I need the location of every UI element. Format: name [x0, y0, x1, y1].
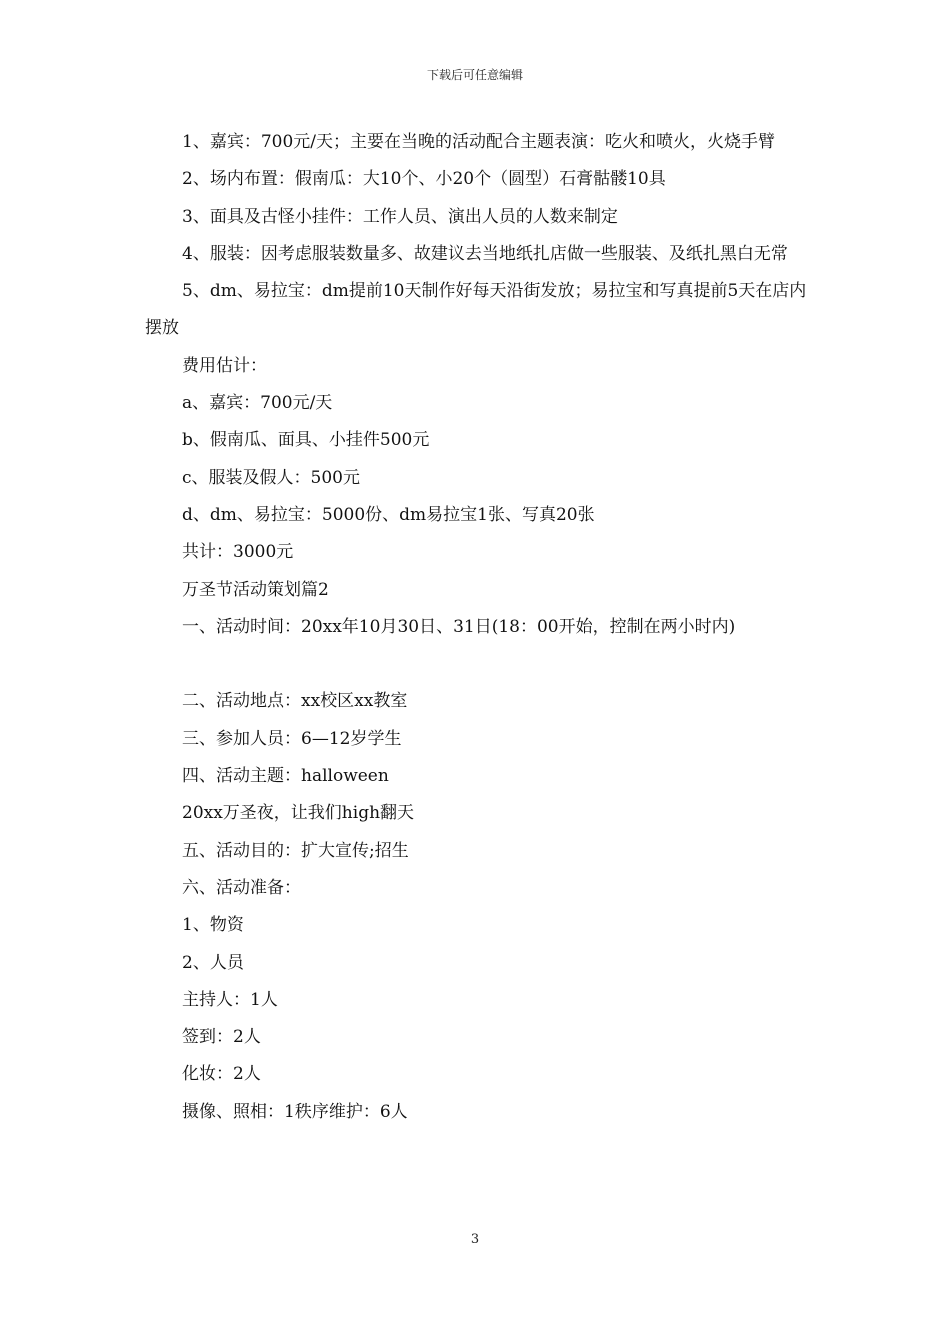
paragraph-participants: 三、参加人员：6—12岁学生: [182, 728, 402, 749]
paragraph-cost-c: c、服装及假人：500元: [182, 467, 360, 488]
paragraph-guest: 1、嘉宾：700元/天；主要在当晚的活动配合主题表演：吃火和喷火，火烧手臂: [182, 132, 775, 152]
paragraph-masks: 3、面具及古怪小挂件：工作人员、演出人员的人数来制定: [182, 206, 618, 227]
paragraph-theme: 四、活动主题：halloween: [182, 766, 389, 787]
paragraph-staff: 2、人员: [182, 952, 244, 973]
paragraph-camera-order: 摄像、照相：1秩序维护：6人: [182, 1101, 408, 1122]
page-header: 下载后可任意编辑: [426, 68, 523, 82]
page-number: 3: [470, 1232, 480, 1247]
blank-line: [145, 646, 810, 683]
paragraph-slogan: 20xx万圣夜，让我们high翻天: [182, 803, 415, 824]
paragraph-costumes: 4、服装：因考虑服装数量多、故建议去当地纸扎店做一些服装、及纸扎黑白无常: [182, 243, 788, 264]
paragraph-cost-heading: 费用估计：: [182, 355, 267, 376]
paragraph-cost-d: d、dm、易拉宝：5000份、dm易拉宝1张、写真20张: [182, 504, 595, 525]
paragraph-materials: 1、物资: [182, 915, 244, 936]
paragraph-cost-b: b、假南瓜、面具、小挂件500元: [182, 430, 430, 451]
document-body: [145, 124, 810, 1131]
paragraph-host: 主持人：1人: [182, 989, 278, 1010]
paragraph-makeup: 化妆：2人: [182, 1064, 261, 1085]
paragraph-purpose: 五、活动目的：扩大宣传;招生: [182, 840, 409, 861]
section-title-part-2: 万圣节活动策划篇2: [182, 579, 329, 600]
paragraph-total: 共计：3000元: [182, 542, 294, 563]
paragraph-venue-decor: 2、场内布置：假南瓜：大10个、小20个（圆型）石膏骷髅10具: [182, 169, 666, 190]
paragraph-checkin: 签到：2人: [182, 1027, 261, 1048]
paragraph-activity-time: 一、活动时间：20xx年10月30日、31日(18：00开始，控制在两小时内): [182, 616, 736, 637]
paragraph-cost-a: a、嘉宾：700元/天: [182, 393, 333, 414]
paragraph-dm-banner: 5、dm、易拉宝：dm提前10天制作好每天沿街发放；易拉宝和写真提前5天在店内摆放: [145, 281, 807, 339]
paragraph-activity-location: 二、活动地点：xx校区xx教室: [182, 691, 408, 712]
paragraph-preparation: 六、活动准备：: [182, 877, 301, 898]
